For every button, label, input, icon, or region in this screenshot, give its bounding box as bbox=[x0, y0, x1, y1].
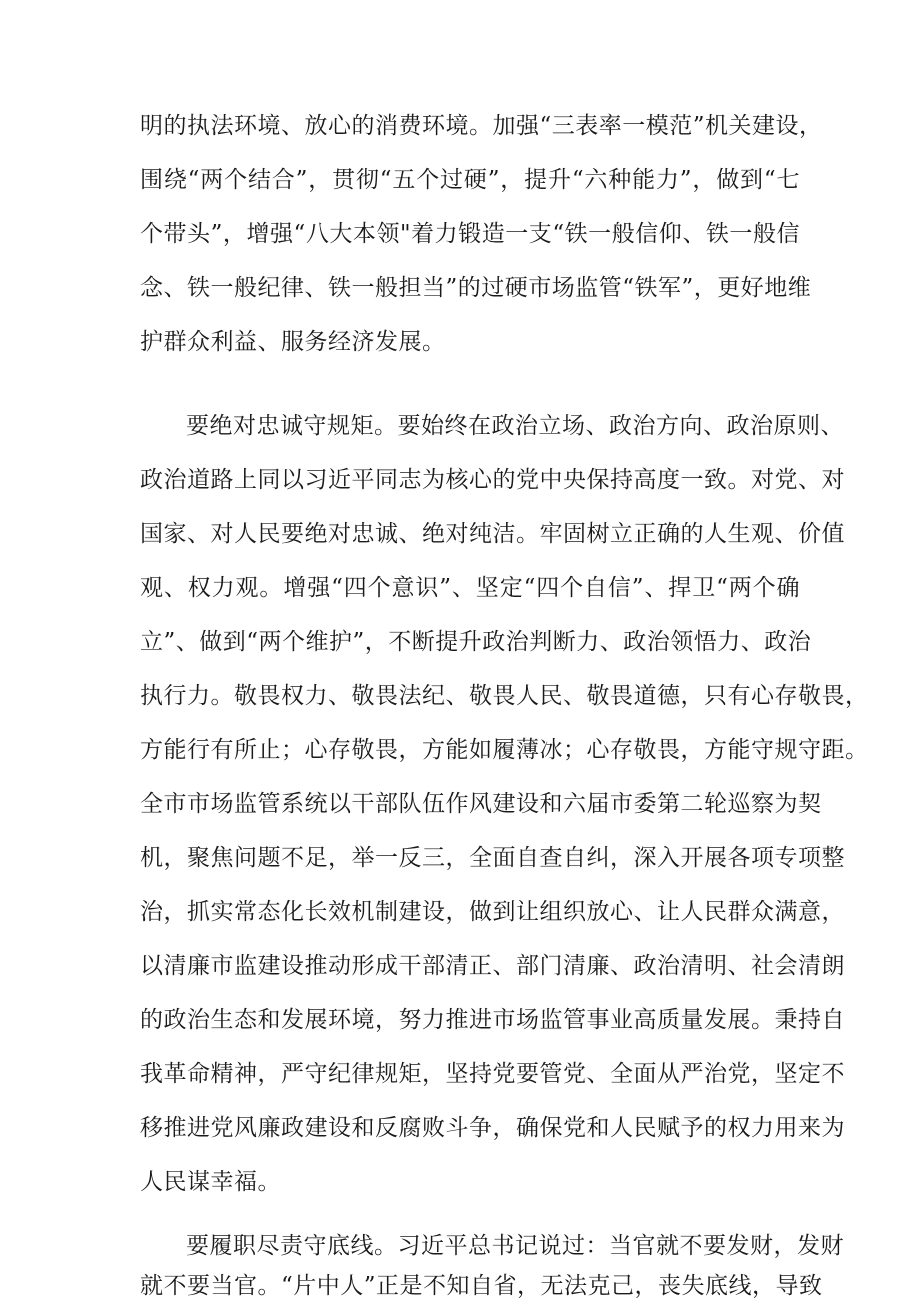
paragraph-2-line-7: 方能行有所止；心存敬畏，方能如履薄冰；心存敬畏，方能守规守距。 bbox=[140, 737, 869, 763]
paragraph-1-line-3: 个带头”，增强“八大本领"着力锻造一支“铁一般信仰、铁一般信 bbox=[140, 221, 800, 247]
paragraph-2-line-2: 政治道路上同以习近平同志为核心的党中央保持高度一致。对党、对 bbox=[140, 467, 845, 493]
paragraph-3-line-1: 要履职尽责守底线。习近平总书记说过：当官就不要发财，发财 bbox=[186, 1233, 844, 1259]
paragraph-2-line-3: 国家、对人民要绝对忠诚、绝对纯洁。牢固树立正确的人生观、价值 bbox=[140, 521, 845, 547]
paragraph-2-line-5: 立”、做到“两个维护”，不断提升政治判断力、政治领悟力、政治 bbox=[140, 629, 812, 655]
paragraph-2-line-10: 治，抓实常态化长效机制建设，做到让组织放心、让人民群众满意， bbox=[140, 899, 845, 925]
paragraph-2-line-1: 要绝对忠诚守规矩。要始终在政治立场、政治方向、政治原则、 bbox=[186, 413, 844, 439]
paragraph-2-line-13: 我革命精神，严守纪律规矩，坚持党要管党、全面从严治党，坚定不 bbox=[140, 1061, 845, 1087]
paragraph-3-line-2: 就不要当官。“片中人”正是不知自省，无法克己，丧失底线，导致 bbox=[140, 1273, 823, 1299]
paragraph-2-line-9: 机，聚焦问题不足，举一反三，全面自查自纠，深入开展各项专项整 bbox=[140, 845, 845, 871]
paragraph-2-line-4: 观、权力观。增强“四个意识”、坚定“四个自信”、捍卫“两个确 bbox=[140, 575, 800, 601]
paragraph-2-line-8: 全市市场监管系统以干部队伍作风建设和六届市委第二轮巡察为契 bbox=[140, 791, 822, 817]
paragraph-2-line-12: 的政治生态和发展环境，努力推进市场监管事业高质量发展。秉持自 bbox=[140, 1007, 845, 1033]
paragraph-2-line-11: 以清廉市监建设推动形成干部清正、部门清廉、政治清明、社会清朗 bbox=[140, 953, 845, 979]
paragraph-2-line-6: 执行力。敬畏权力、敬畏法纪、敬畏人民、敬畏道德，只有心存敬畏， bbox=[140, 683, 869, 709]
paragraph-2-line-15: 人民谋幸福。 bbox=[140, 1169, 281, 1195]
paragraph-1-line-5: 护群众利益、服务经济发展。 bbox=[140, 329, 446, 355]
paragraph-2-line-14: 移推进党风廉政建设和反腐败斗争，确保党和人民赋予的权力用来为 bbox=[140, 1115, 845, 1141]
paragraph-1-line-4: 念、铁一般纪律、铁一般担当”的过硬市场监管“铁军”，更好地维 bbox=[140, 275, 812, 301]
paragraph-1-line-2: 围绕“两个结合”，贯彻“五个过硬”，提升“六种能力”，做到“七 bbox=[140, 167, 800, 193]
paragraph-1-line-1: 明的执法环境、放心的消费环境。加强“三表率一模范”机关建设， bbox=[140, 113, 823, 139]
